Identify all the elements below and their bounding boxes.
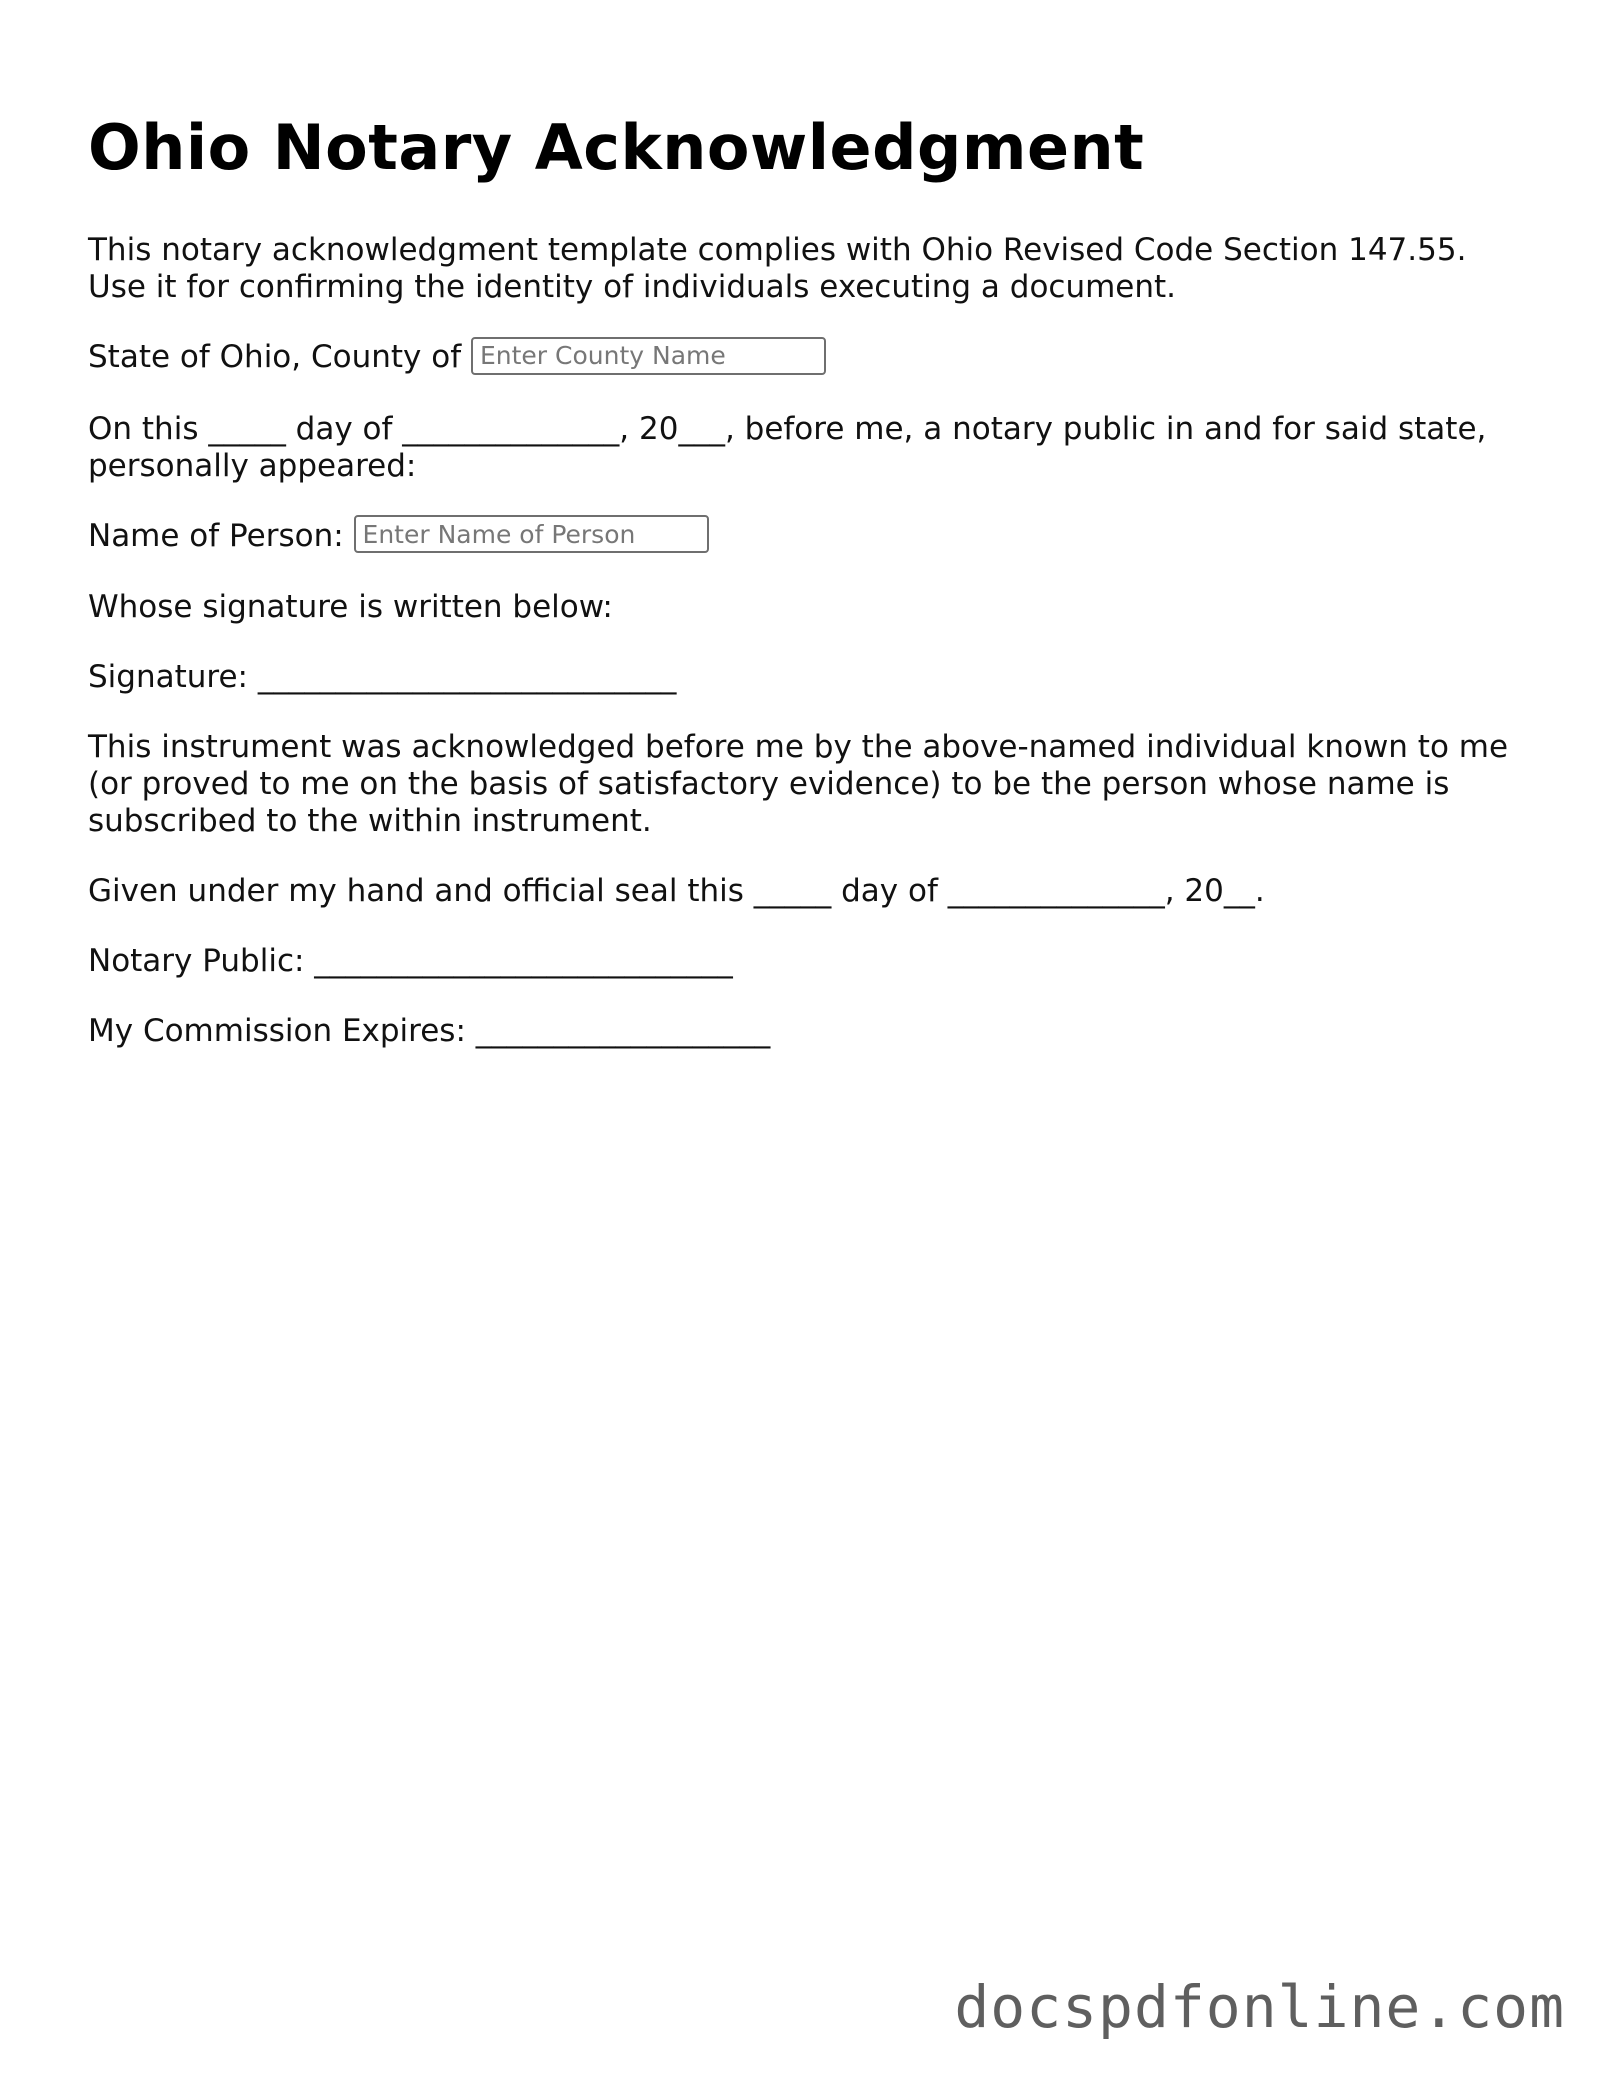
watermark: docspdfonline.com — [954, 1973, 1565, 2041]
venue-label: State of Ohio, County of — [88, 339, 462, 375]
document-page — [88, 110, 1528, 1083]
appearance-paragraph: On this _____ day of ______________, 20___, before me, a notary public in and for said state, personally appeared: — [88, 410, 1487, 484]
signature-intro: Whose signature is written below: — [88, 589, 613, 625]
intro-paragraph: This notary acknowledgment template complies with Ohio Revised Code Section 147.55. Use it for confirming the identity of individuals executing a document. — [88, 232, 1467, 305]
commission-expires-line: My Commission Expires: ___________________ — [88, 1013, 771, 1049]
person-name-input[interactable] — [354, 515, 709, 553]
person-line — [88, 518, 1528, 557]
acknowledgment-paragraph: This instrument was acknowledged before me by the above-named individual known to me (or proved to me on the basis of satisfactory evidence) to be the person whose name is subscribed to the within instrument. — [88, 729, 1509, 839]
notary-public-line: Notary Public: ___________________________ — [88, 943, 733, 979]
given-under-line: Given under my hand and official seal this _____ day of ______________, 20__. — [88, 873, 1265, 909]
venue-line — [88, 339, 1528, 378]
county-name-input[interactable] — [471, 337, 826, 375]
person-label: Name of Person: — [88, 517, 344, 554]
page-title: Ohio Notary Acknowledgment — [88, 111, 1145, 184]
signature-line: Signature: ___________________________ — [88, 659, 677, 695]
